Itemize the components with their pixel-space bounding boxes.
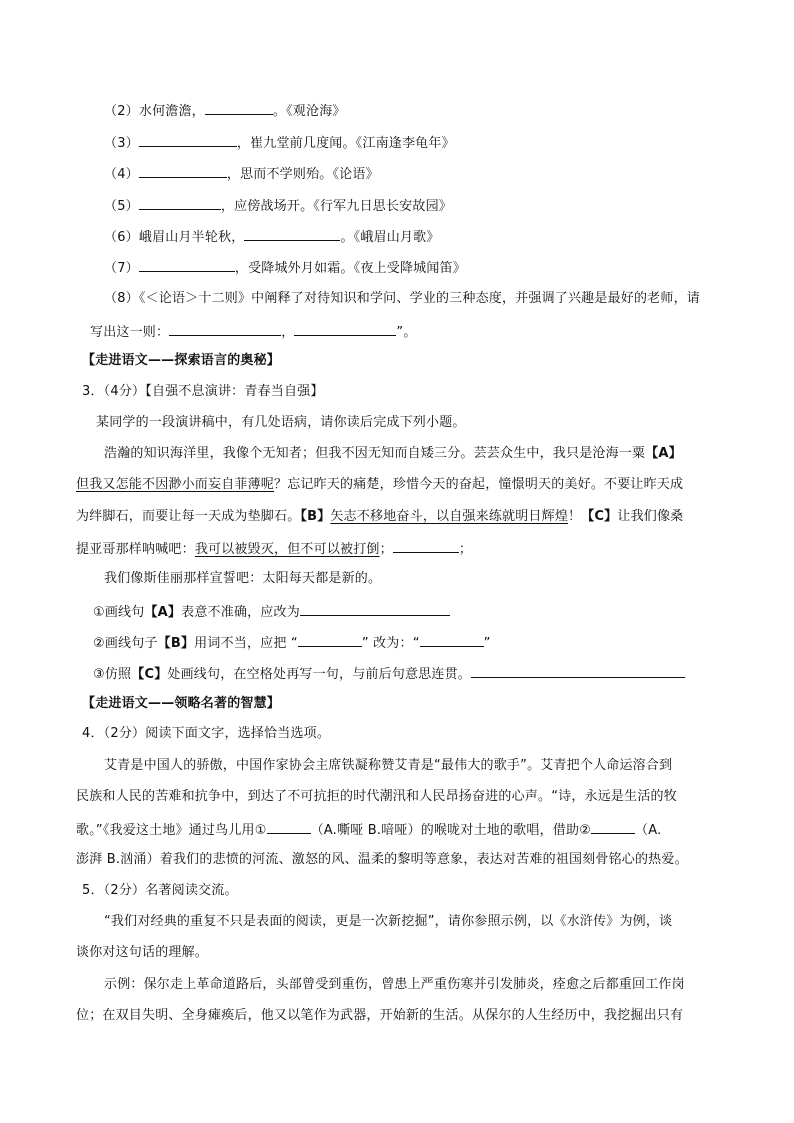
marker-a: 【A】 xyxy=(144,605,182,620)
text: 浩瀚的知识海洋里，我像个无知者；但我不因无知而自矮三分。芸芸众生中，我只是沧海一粟 xyxy=(104,446,646,461)
text: ” 改为：“ xyxy=(361,636,420,651)
text: 歌。”《我爱这土地》通过鸟儿用① xyxy=(76,823,267,838)
q2-item-5 xyxy=(104,196,452,216)
item-number: （2） xyxy=(104,104,139,119)
item-suffix: ，受降城外月如霜。《夜上受降城闻笛》 xyxy=(234,261,466,276)
answer-blank[interactable] xyxy=(298,633,362,647)
q2-item-6 xyxy=(104,227,440,247)
answer-blank[interactable] xyxy=(393,539,459,553)
text: ？忘记昨天的痛楚，珍惜今天的奋起，憧憬明天的美好。不要让昨天成 xyxy=(274,477,684,492)
item-number: （6） xyxy=(104,230,139,245)
q3-title: 3．（4分）【自强不息演讲：青春当自强】 xyxy=(82,384,324,399)
answer-blank[interactable] xyxy=(139,164,227,178)
section-heading-classics: 【走进语文——领略名著的智慧】 xyxy=(82,696,281,711)
answer-blank[interactable] xyxy=(294,322,396,336)
q5-paragraph-line3: 示例：保尔走上革命道路后，头部曾受到重伤，曾患上严重伤寒并引发肺炎，痊愈之后都重回工作岗 xyxy=(104,977,685,992)
answer-blank[interactable] xyxy=(139,258,235,272)
q5-title: 5．（2分）名著阅读交流。 xyxy=(82,883,238,898)
item-suffix: 。《观沧海》 xyxy=(272,104,346,119)
q4-paragraph-line2: 民族和人民的苦难和抗争中，到达了不可抗拒的时代潮汛和人民昂扬奋进的心声。“诗，永远是生活的牧 xyxy=(76,789,677,804)
answer-blank[interactable] xyxy=(169,322,281,336)
q5-paragraph-line1: “我们对经典的重复不只是表面的阅读，更是一次新挖掘”，请你参照示例，以《水浒传》为例，谈 xyxy=(104,914,673,929)
text: 用词不当，应把 “ xyxy=(194,636,298,651)
item-number: （4） xyxy=(104,167,139,182)
q3-paragraph-line3 xyxy=(76,508,683,526)
q2-item-2 xyxy=(104,101,346,121)
answer-blank[interactable] xyxy=(591,820,635,834)
item-prefix: 峨眉山月半轮秋， xyxy=(138,230,245,245)
q2-item-3 xyxy=(104,133,455,153)
q5-paragraph-line2: 谈你对这句话的理解。 xyxy=(76,945,209,960)
answer-blank[interactable] xyxy=(205,101,273,115)
answer-blank[interactable] xyxy=(471,664,685,678)
item-suffix: ”。 xyxy=(396,325,417,340)
text: （A.嘶哑 B.喑哑）的喉咙对土地的歌唱，借助② xyxy=(310,823,592,838)
marker-b: 【B】 xyxy=(300,509,331,524)
text: 表意不准确，应改为 xyxy=(181,605,300,620)
marker-c: 【C】 xyxy=(131,667,168,682)
text: ； xyxy=(379,542,393,557)
text: （A. xyxy=(635,823,662,838)
q4-paragraph-line4: 澎湃 B.汹涌）着我们的悲愤的河流、激怒的风、温柔的黎明等意象，表达对苦难的祖国刻骨铭心的热爱。 xyxy=(76,852,688,867)
text: ②画线句子 xyxy=(93,636,158,651)
item-suffix: ，应傍战场开。《行军九日思长安故园》 xyxy=(220,199,452,214)
q2-item-4 xyxy=(104,164,379,184)
underlined-sentence-a: 但我又怎能不因渺小而妄自菲薄呢 xyxy=(76,477,275,492)
text: 提亚哥那样呐喊吧： xyxy=(76,542,195,557)
q4-title: 4．（2分）阅读下面文字，选择恰当选项。 xyxy=(82,726,331,741)
answer-blank[interactable] xyxy=(300,602,450,616)
text: ” xyxy=(483,636,491,651)
q4-paragraph-line3 xyxy=(76,820,661,840)
text: 为绊脚石，而要让每一天成为垫脚石。 xyxy=(76,509,301,524)
q2-item-8-line1: （8）《＜论语＞十二则》中阐释了对待知识和学问、学业的三种态度，并强调了兴趣是最好的老师，请 xyxy=(104,291,700,306)
marker-a: 【A】 xyxy=(645,446,682,461)
separator: ， xyxy=(281,325,295,340)
section-heading-language: 【走进语文——探索语言的奥秘】 xyxy=(82,353,281,368)
q2-item-7 xyxy=(104,258,466,278)
text: ； xyxy=(458,542,473,557)
underlined-sentence-c: 我可以被毁灭，但不可以被打倒 xyxy=(194,542,380,557)
q3-subquestion-3 xyxy=(93,664,685,684)
q3-intro: 某同学的一段演讲稿中，有几处语病，请你读后完成下列小题。 xyxy=(96,415,466,430)
q2-item-8-line2 xyxy=(90,322,417,342)
q3-paragraph-line2 xyxy=(76,476,683,494)
item-prefix: 水何澹澹， xyxy=(138,104,205,119)
item-number: （7） xyxy=(104,261,139,276)
underlined-sentence-b: 矢志不移地奋斗，以自强来练就明日辉煌 xyxy=(330,509,569,524)
q3-subquestion-1 xyxy=(93,602,450,622)
q5-paragraph-line4: 位；在双目失明、全身瘫痪后，他又以笔作为武器，开始新的生活。从保尔的人生经历中，我挖掘出只有 xyxy=(76,1008,684,1023)
answer-blank[interactable] xyxy=(420,633,484,647)
text: 让我们像桑 xyxy=(617,509,684,524)
item-suffix: 。《峨眉山月歌》 xyxy=(340,230,440,245)
q3-subquestion-2 xyxy=(93,633,491,653)
text: ！ xyxy=(568,509,582,524)
answer-blank[interactable] xyxy=(139,133,237,147)
item-prefix: 写出这一则： xyxy=(90,325,170,340)
answer-blank[interactable] xyxy=(139,196,221,210)
q3-paragraph-line1 xyxy=(104,445,682,463)
q4-paragraph-line1: 艾青是中国人的骄傲，中国作家协会主席铁凝称赞艾青是“最伟大的歌手”。艾青把个人命运溶合到 xyxy=(104,758,673,773)
text: ③仿照 xyxy=(93,667,132,682)
marker-b: 【B】 xyxy=(157,636,195,651)
item-suffix: ，崔九堂前几度闻。《江南逢李龟年》 xyxy=(236,136,455,151)
answer-blank[interactable] xyxy=(267,820,311,834)
q3-paragraph-line5: 我们像斯佳丽那样宣誓吧：太阳每天都是新的。 xyxy=(104,571,382,586)
item-suffix: ，思而不学则殆。《论语》 xyxy=(226,167,379,182)
text: ①画线句 xyxy=(93,605,145,620)
item-number: （5） xyxy=(104,199,139,214)
marker-c: 【C】 xyxy=(581,509,618,524)
q3-paragraph-line4 xyxy=(76,539,472,559)
answer-blank[interactable] xyxy=(244,227,340,241)
text: 处画线句，在空格处再写一句，与前后句意思连贯。 xyxy=(167,667,472,682)
item-number: （3） xyxy=(104,136,139,151)
